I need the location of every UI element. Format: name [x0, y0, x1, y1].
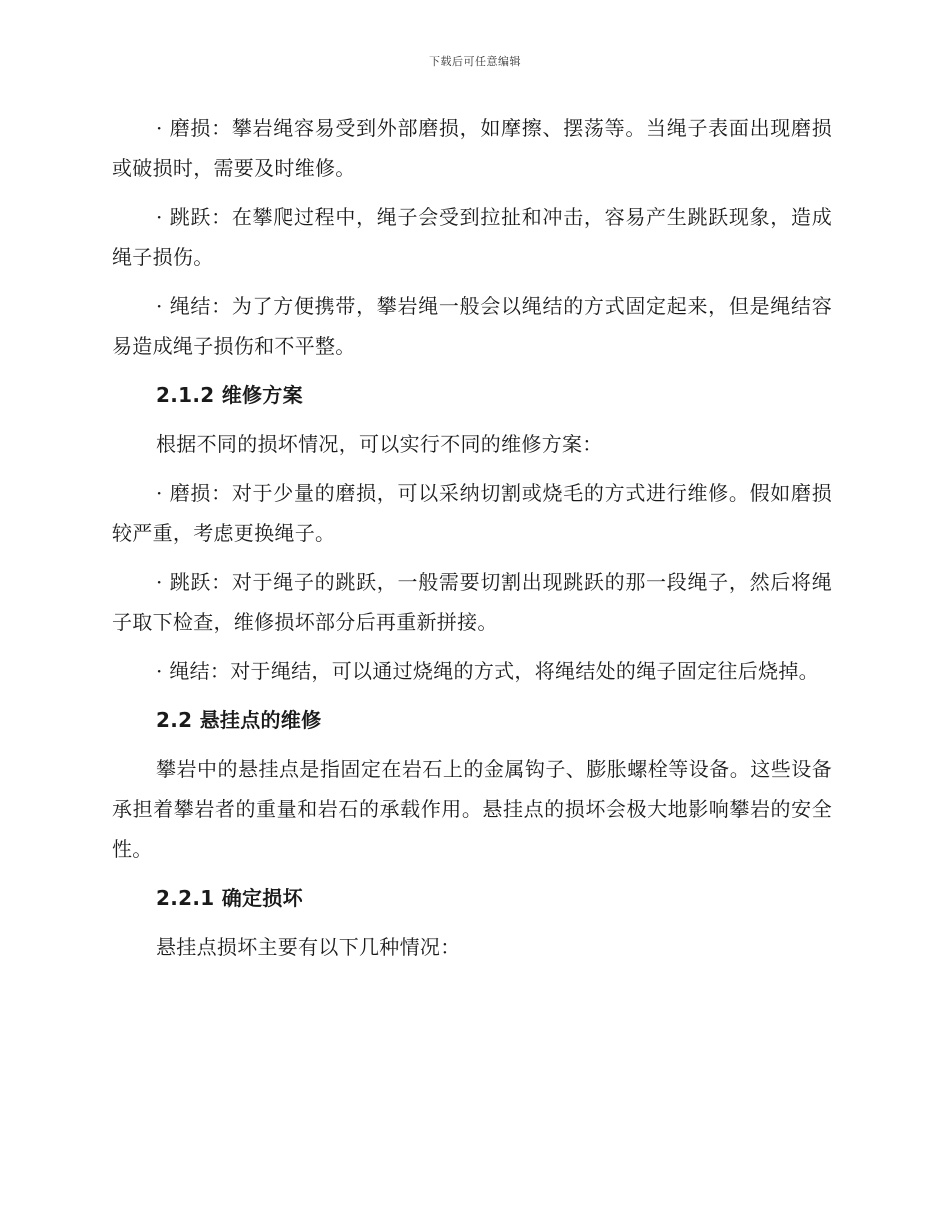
section-heading-repair-plan: 2.1.2 维修方案: [156, 383, 303, 407]
paragraph-repair-abrasion: · 磨损：对于少量的磨损，可以采纳切割或烧毛的方式进行维修。假如磨损较严重，考虑更换绳子。: [112, 481, 832, 545]
paragraph-repair-jump: · 跳跃：对于绳子的跳跃，一般需要切割出现跳跃的那一段绳子，然后将绳子取下检查，维修损坏部分后再重新拼接。: [112, 570, 832, 634]
paragraph-damage-intro: 悬挂点损坏主要有以下几种情况：: [156, 935, 461, 959]
page-header: 下载后可任意编辑: [429, 55, 521, 68]
section-heading-determine-damage: 2.2.1 确定损坏: [156, 886, 303, 910]
paragraph-repair-knot: · 绳结：对于绳结，可以通过烧绳的方式，将绳结处的绳子固定往后烧掉。: [156, 659, 819, 683]
document-body: [112, 108, 832, 976]
paragraph-repair-intro: 根据不同的损坏情况，可以实行不同的维修方案：: [156, 432, 603, 456]
paragraph-knot: · 绳结：为了方便携带，攀岩绳一般会以绳结的方式固定起来，但是绳结容易造成绳子损伤和不平整。: [112, 294, 832, 358]
paragraph-abrasion: · 磨损：攀岩绳容易受到外部磨损，如摩擦、摆荡等。当绳子表面出现磨损或破损时，需要及时维修。: [112, 116, 832, 180]
section-heading-anchor-repair: 2.2 悬挂点的维修: [156, 708, 322, 732]
paragraph-anchor-description: 攀岩中的悬挂点是指固定在岩石上的金属钩子、膨胀螺栓等设备。这些设备承担着攀岩者的重量和岩石的承载作用。悬挂点的损坏会极大地影响攀岩的安全性。: [112, 757, 832, 861]
paragraph-jump: · 跳跃：在攀爬过程中，绳子会受到拉扯和冲击，容易产生跳跃现象，造成绳子损伤。: [112, 205, 832, 269]
